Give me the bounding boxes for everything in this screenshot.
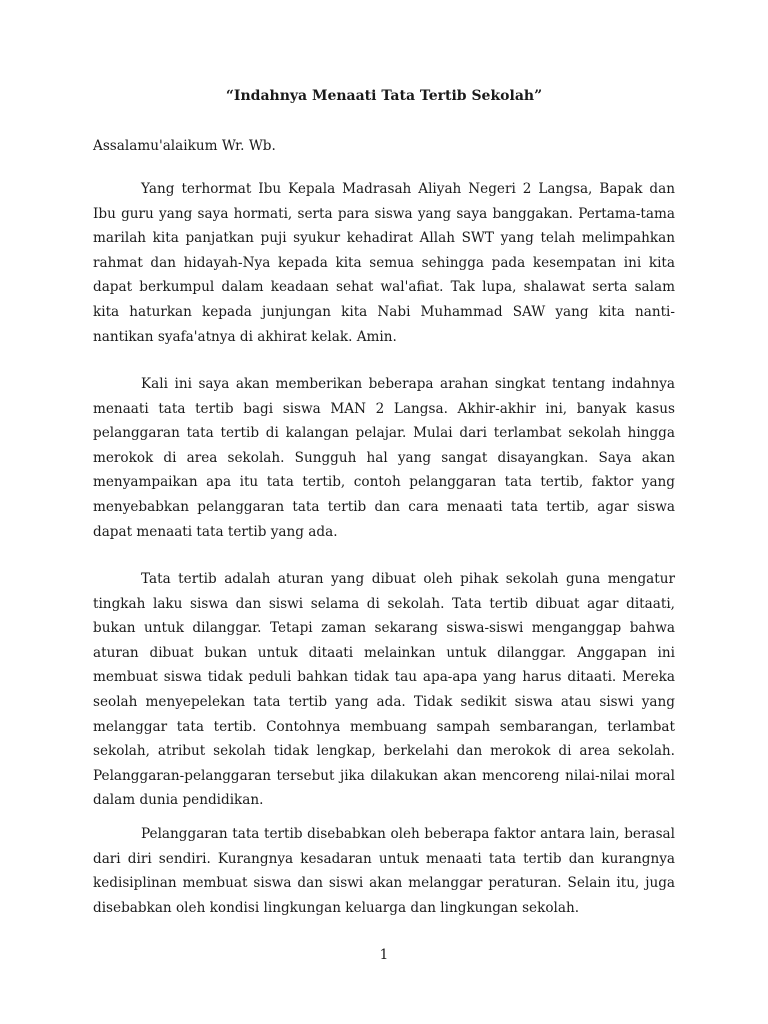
paragraph-introduction: Kali ini saya akan memberikan beberapa arahan singkat tentang indahnya menaati tata tertib bagi siswa MAN 2 Langsa. Akhir-akhir ini, banyak kasus pelanggaran tata tertib di kalangan pelajar. Mulai dari terlambat sekolah hingga merokok di area sekolah. Sungguh hal yang sangat disayangkan. Saya akan menyampaikan apa itu tata tertib, contoh pelanggaran tata tertib, faktor yang menyebabkan pelanggaran tata tertib dan cara menaati tata tertib, agar siswa dapat menaati tata tertib yang ada.	[93, 376, 675, 540]
paragraph-causes: Pelanggaran tata tertib disebabkan oleh beberapa faktor antara lain, berasal dari diri sendiri. Kurangnya kesadaran untuk menaati tata tertib dan kurangnya kedisiplinan membuat siswa dan siswi akan melanggar peraturan. Selain itu, juga disebabkan oleh kondisi lingkungan keluarga dan lingkungan sekolah.	[93, 826, 675, 916]
paragraph-opening: Yang terhormat Ibu Kepala Madrasah Aliyah Negeri 2 Langsa, Bapak dan Ibu guru yang saya hormati, serta para siswa yang saya banggakan. Pertama-tama marilah kita panjatkan puji syukur kehadirat Allah SWT yang telah melimpahkan rahmat dan hidayah-Nya kepada kita semua sehingga pada kesempatan ini kita dapat berkumpul dalam keadaan sehat wal'afiat. Tak lupa, shalawat serta salam kita haturkan kepada junjungan kita Nabi Muhammad SAW yang kita nanti-nantikan syafa'atnya di akhirat kelak. Amin.	[93, 181, 675, 345]
greeting-line: Assalamu'alaikum Wr. Wb.	[93, 138, 276, 154]
page-number: 1	[379, 947, 389, 963]
paragraph-definition: Tata tertib adalah aturan yang dibuat oleh pihak sekolah guna mengatur tingkah laku siswa dan siswi selama di sekolah. Tata tertib dibuat agar ditaati, bukan untuk dilanggar. Tetapi zaman sekarang siswa-siswi menganggap bahwa aturan dibuat bukan untuk ditaati melainkan untuk dilanggar. Anggapan ini membuat siswa tidak peduli bahkan tidak tau apa-apa yang harus ditaati. Mereka seolah menyepelekan tata tertib yang ada. Tidak sedikit siswa atau siswi yang melanggar tata tertib. Contohnya membuang sampah sembarangan, terlambat sekolah, atribut sekolah tidak lengkap, berkelahi dan merokok di area sekolah. Pelanggaran-pelanggaran tersebut jika dilakukan akan mencoreng nilai-nilai moral dalam dunia pendidikan.	[93, 571, 675, 809]
document-title: “Indahnya Menaati Tata Tertib Sekolah”	[225, 88, 543, 104]
